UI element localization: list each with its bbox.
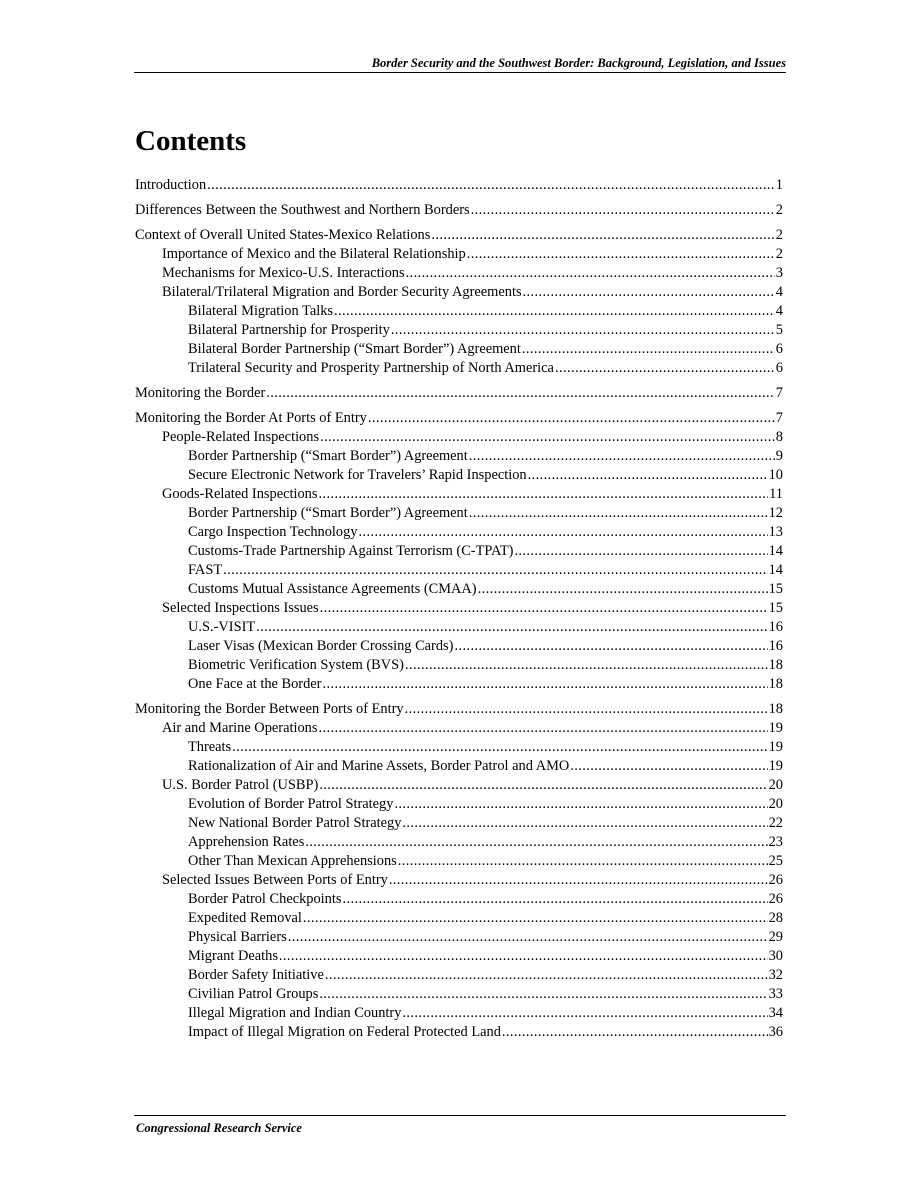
toc-entry-title[interactable]: Importance of Mexico and the Bilateral Relationship	[162, 246, 466, 262]
toc-entry-title[interactable]: Goods-Related Inspections	[162, 486, 318, 502]
toc-entry-title[interactable]: Threats	[188, 739, 232, 755]
toc-dot-leader	[402, 1004, 767, 1023]
toc-entry[interactable]	[135, 985, 783, 1004]
toc-entry[interactable]	[135, 966, 783, 985]
toc-entry-title[interactable]: Impact of Illegal Migration on Federal Protected Land	[188, 1024, 501, 1040]
toc-entry-page-number[interactable]: 7	[775, 410, 783, 426]
toc-dot-leader	[368, 409, 775, 428]
toc-entry-page-number[interactable]: 19	[768, 720, 783, 736]
toc-entry-page-number[interactable]: 2	[775, 246, 783, 262]
toc-entry-page-number[interactable]: 18	[768, 676, 783, 692]
toc-dot-leader	[279, 947, 768, 966]
toc-entry-page-number[interactable]: 1	[775, 177, 783, 193]
toc-entry-title[interactable]: Bilateral Migration Talks	[188, 303, 334, 319]
running-header: Border Security and the Southwest Border: Background, Legislation, and Issues	[371, 56, 786, 70]
toc-entry-page-number[interactable]: 19	[768, 739, 783, 755]
toc-entry-title[interactable]: Biometric Verification System (BVS)	[188, 657, 404, 673]
toc-dot-leader	[478, 580, 768, 599]
toc-entry-title[interactable]: Air and Marine Operations	[162, 720, 318, 736]
toc-dot-leader	[232, 738, 767, 757]
toc-entry[interactable]	[135, 485, 783, 504]
toc-dot-leader	[522, 340, 775, 359]
toc-dot-leader	[528, 466, 768, 485]
toc-entry[interactable]	[135, 226, 783, 245]
toc-entry-page-number[interactable]: 20	[768, 777, 783, 793]
toc-entry-page-number[interactable]: 15	[768, 600, 783, 616]
toc-dot-leader	[305, 833, 767, 852]
toc-dot-leader	[469, 504, 768, 523]
toc-dot-leader	[223, 561, 767, 580]
toc-dot-leader	[394, 795, 767, 814]
toc-entry-title[interactable]: Other Than Mexican Apprehensions	[188, 853, 397, 869]
toc-dot-leader	[431, 226, 774, 245]
toc-entry-page-number[interactable]: 30	[768, 948, 783, 964]
toc-entry-page-number[interactable]: 12	[768, 505, 783, 521]
toc-entry[interactable]	[135, 447, 783, 466]
toc-entry-page-number[interactable]: 2	[775, 227, 783, 243]
toc-entry-title[interactable]: U.S.-VISIT	[188, 619, 256, 635]
toc-entry-title[interactable]: Monitoring the Border	[135, 385, 266, 401]
toc-entry-title[interactable]: Differences Between the Southwest and Northern Borders	[135, 202, 470, 218]
toc-entry-title[interactable]: Customs Mutual Assistance Agreements (CMAA)	[188, 581, 477, 597]
toc-entry-title[interactable]: Expedited Removal	[188, 910, 302, 926]
toc-entry-page-number[interactable]: 19	[768, 758, 783, 774]
toc-entry-page-number[interactable]: 26	[768, 891, 783, 907]
toc-entry-title[interactable]: Bilateral Border Partnership (“Smart Border”) Agreement	[188, 341, 521, 357]
toc-dot-leader	[266, 384, 775, 403]
toc-entry-title[interactable]: Border Partnership (“Smart Border”) Agreement	[188, 505, 468, 521]
toc-entry[interactable]	[135, 561, 783, 580]
toc-entry[interactable]	[135, 384, 783, 403]
toc-entry-page-number[interactable]: 26	[768, 872, 783, 888]
toc-dot-leader	[398, 852, 768, 871]
toc-dot-leader	[402, 814, 767, 833]
toc-dot-leader	[471, 201, 775, 220]
toc-entry[interactable]	[135, 302, 783, 321]
toc-dot-leader	[405, 656, 768, 675]
toc-entry[interactable]	[135, 599, 783, 618]
toc-entry[interactable]	[135, 409, 783, 428]
toc-entry-page-number[interactable]: 8	[775, 429, 783, 445]
footer-divider	[134, 1115, 786, 1116]
toc-dot-leader	[319, 985, 767, 1004]
toc-dot-leader	[523, 283, 775, 302]
toc-entry[interactable]	[135, 871, 783, 890]
toc-entry-page-number[interactable]: 20	[768, 796, 783, 812]
toc-entry-title[interactable]: Introduction	[135, 177, 207, 193]
toc-entry-title[interactable]: Bilateral Partnership for Prosperity	[188, 322, 390, 338]
toc-entry-title[interactable]: Migrant Deaths	[188, 948, 278, 964]
toc-entry-page-number[interactable]: 23	[768, 834, 783, 850]
toc-entry[interactable]	[135, 340, 783, 359]
toc-entry-title[interactable]: Context of Overall United States-Mexico Relations	[135, 227, 431, 243]
toc-entry[interactable]	[135, 700, 783, 719]
toc-dot-leader	[359, 523, 768, 542]
toc-entry-title[interactable]: Monitoring the Border Between Ports of Entry	[135, 701, 404, 717]
toc-entry-page-number[interactable]: 36	[768, 1024, 783, 1040]
toc-entry-title[interactable]: Border Patrol Checkpoints	[188, 891, 342, 907]
toc-dot-leader	[467, 245, 775, 264]
toc-entry-page-number[interactable]: 16	[768, 619, 783, 635]
page-title: Contents	[135, 125, 247, 157]
toc-dot-leader	[318, 719, 767, 738]
toc-entry-page-number[interactable]: 13	[768, 524, 783, 540]
toc-entry-page-number[interactable]: 9	[775, 448, 783, 464]
toc-entry-title[interactable]: Rationalization of Air and Marine Assets, Border Patrol and AMO	[188, 758, 570, 774]
toc-entry[interactable]	[135, 1023, 783, 1042]
toc-dot-leader	[334, 302, 775, 321]
toc-entry-title[interactable]: Cargo Inspection Technology	[188, 524, 358, 540]
toc-entry[interactable]	[135, 504, 783, 523]
toc-dot-leader	[406, 264, 775, 283]
toc-entry[interactable]	[135, 890, 783, 909]
toc-entry[interactable]	[135, 656, 783, 675]
toc-entry-title[interactable]: U.S. Border Patrol (USBP)	[162, 777, 319, 793]
toc-dot-leader	[454, 637, 767, 656]
table-of-contents	[135, 176, 783, 1042]
toc-entry[interactable]	[135, 814, 783, 833]
toc-entry-page-number[interactable]: 34	[768, 1005, 783, 1021]
toc-entry-page-number[interactable]: 7	[775, 385, 783, 401]
toc-entry-page-number[interactable]: 4	[775, 303, 783, 319]
toc-entry-title[interactable]: Physical Barriers	[188, 929, 287, 945]
toc-entry-title[interactable]: People-Related Inspections	[162, 429, 320, 445]
toc-entry[interactable]	[135, 1004, 783, 1023]
toc-dot-leader	[325, 966, 768, 985]
toc-entry-title[interactable]: Monitoring the Border At Ports of Entry	[135, 410, 367, 426]
toc-dot-leader	[303, 909, 768, 928]
toc-entry[interactable]	[135, 245, 783, 264]
toc-entry-page-number[interactable]: 6	[775, 360, 783, 376]
toc-entry-page-number[interactable]: 16	[768, 638, 783, 654]
toc-entry[interactable]	[135, 523, 783, 542]
toc-dot-leader	[320, 428, 775, 447]
toc-dot-leader	[318, 485, 768, 504]
toc-entry[interactable]	[135, 428, 783, 447]
toc-entry-page-number[interactable]: 6	[775, 341, 783, 357]
toc-entry-page-number[interactable]: 18	[768, 657, 783, 673]
toc-dot-leader	[342, 890, 767, 909]
toc-dot-leader	[391, 321, 775, 340]
toc-entry-title[interactable]: Mechanisms for Mexico-U.S. Interactions	[162, 265, 405, 281]
toc-dot-leader	[389, 871, 768, 890]
toc-entry[interactable]	[135, 675, 783, 694]
toc-dot-leader	[322, 675, 767, 694]
toc-entry-page-number[interactable]: 29	[768, 929, 783, 945]
toc-entry-page-number[interactable]: 10	[768, 467, 783, 483]
toc-entry-title[interactable]: Trilateral Security and Prosperity Partnership of North America	[188, 360, 554, 376]
toc-entry[interactable]	[135, 618, 783, 637]
toc-entry-title[interactable]: Secure Electronic Network for Travelers’ Rapid Inspection	[188, 467, 527, 483]
toc-entry[interactable]	[135, 833, 783, 852]
toc-entry[interactable]	[135, 795, 783, 814]
toc-dot-leader	[405, 700, 768, 719]
toc-entry-title[interactable]: New National Border Patrol Strategy	[188, 815, 402, 831]
toc-entry-page-number[interactable]: 32	[768, 967, 783, 983]
toc-entry[interactable]	[135, 757, 783, 776]
footer-publisher: Congressional Research Service	[136, 1121, 302, 1135]
toc-entry[interactable]	[135, 359, 783, 378]
toc-entry[interactable]	[135, 542, 783, 561]
toc-entry-page-number[interactable]: 4	[775, 284, 783, 300]
toc-entry-page-number[interactable]: 28	[768, 910, 783, 926]
toc-entry[interactable]	[135, 176, 783, 195]
toc-entry-title[interactable]: Civilian Patrol Groups	[188, 986, 319, 1002]
toc-entry-page-number[interactable]: 18	[768, 701, 783, 717]
header-divider	[134, 72, 786, 73]
toc-entry-title[interactable]: Selected Inspections Issues	[162, 600, 319, 616]
toc-entry-title[interactable]: FAST	[188, 562, 223, 578]
toc-entry-title[interactable]: Selected Issues Between Ports of Entry	[162, 872, 388, 888]
toc-entry[interactable]	[135, 852, 783, 871]
toc-entry-title[interactable]: Bilateral/Trilateral Migration and Border Security Agreements	[162, 284, 522, 300]
toc-entry-page-number[interactable]: 3	[775, 265, 783, 281]
toc-entry[interactable]	[135, 947, 783, 966]
toc-dot-leader	[320, 599, 768, 618]
toc-entry-page-number[interactable]: 15	[768, 581, 783, 597]
toc-dot-leader	[555, 359, 775, 378]
toc-entry-title[interactable]: Customs-Trade Partnership Against Terrorism (C-TPAT)	[188, 543, 514, 559]
toc-entry-page-number[interactable]: 14	[768, 543, 783, 559]
toc-entry-title[interactable]: Laser Visas (Mexican Border Crossing Cards)	[188, 638, 454, 654]
toc-dot-leader	[319, 776, 767, 795]
toc-entry-title[interactable]: One Face at the Border	[188, 676, 322, 692]
toc-dot-leader	[288, 928, 768, 947]
toc-entry-page-number[interactable]: 25	[768, 853, 783, 869]
toc-entry-page-number[interactable]: 14	[768, 562, 783, 578]
toc-entry[interactable]	[135, 283, 783, 302]
toc-dot-leader	[570, 757, 767, 776]
toc-dot-leader	[514, 542, 767, 561]
toc-dot-leader	[469, 447, 775, 466]
toc-entry[interactable]	[135, 466, 783, 485]
toc-entry-page-number[interactable]: 5	[775, 322, 783, 338]
toc-dot-leader	[502, 1023, 768, 1042]
toc-entry[interactable]	[135, 264, 783, 283]
toc-entry-page-number[interactable]: 33	[768, 986, 783, 1002]
toc-entry-title[interactable]: Apprehension Rates	[188, 834, 305, 850]
toc-entry[interactable]	[135, 201, 783, 220]
toc-entry-page-number[interactable]: 2	[775, 202, 783, 218]
toc-entry[interactable]	[135, 776, 783, 795]
toc-entry-title[interactable]: Border Safety Initiative	[188, 967, 324, 983]
toc-entry[interactable]	[135, 909, 783, 928]
toc-entry-title[interactable]: Evolution of Border Patrol Strategy	[188, 796, 394, 812]
toc-dot-leader	[207, 176, 775, 195]
toc-entry[interactable]	[135, 738, 783, 757]
toc-entry-title[interactable]: Illegal Migration and Indian Country	[188, 1005, 402, 1021]
toc-entry-title[interactable]: Border Partnership (“Smart Border”) Agreement	[188, 448, 468, 464]
toc-entry[interactable]	[135, 928, 783, 947]
toc-entry-page-number[interactable]: 22	[768, 815, 783, 831]
toc-dot-leader	[256, 618, 767, 637]
toc-entry[interactable]	[135, 321, 783, 340]
toc-entry[interactable]	[135, 719, 783, 738]
toc-entry[interactable]	[135, 637, 783, 656]
toc-entry-page-number[interactable]: 11	[769, 486, 783, 502]
toc-entry[interactable]	[135, 580, 783, 599]
